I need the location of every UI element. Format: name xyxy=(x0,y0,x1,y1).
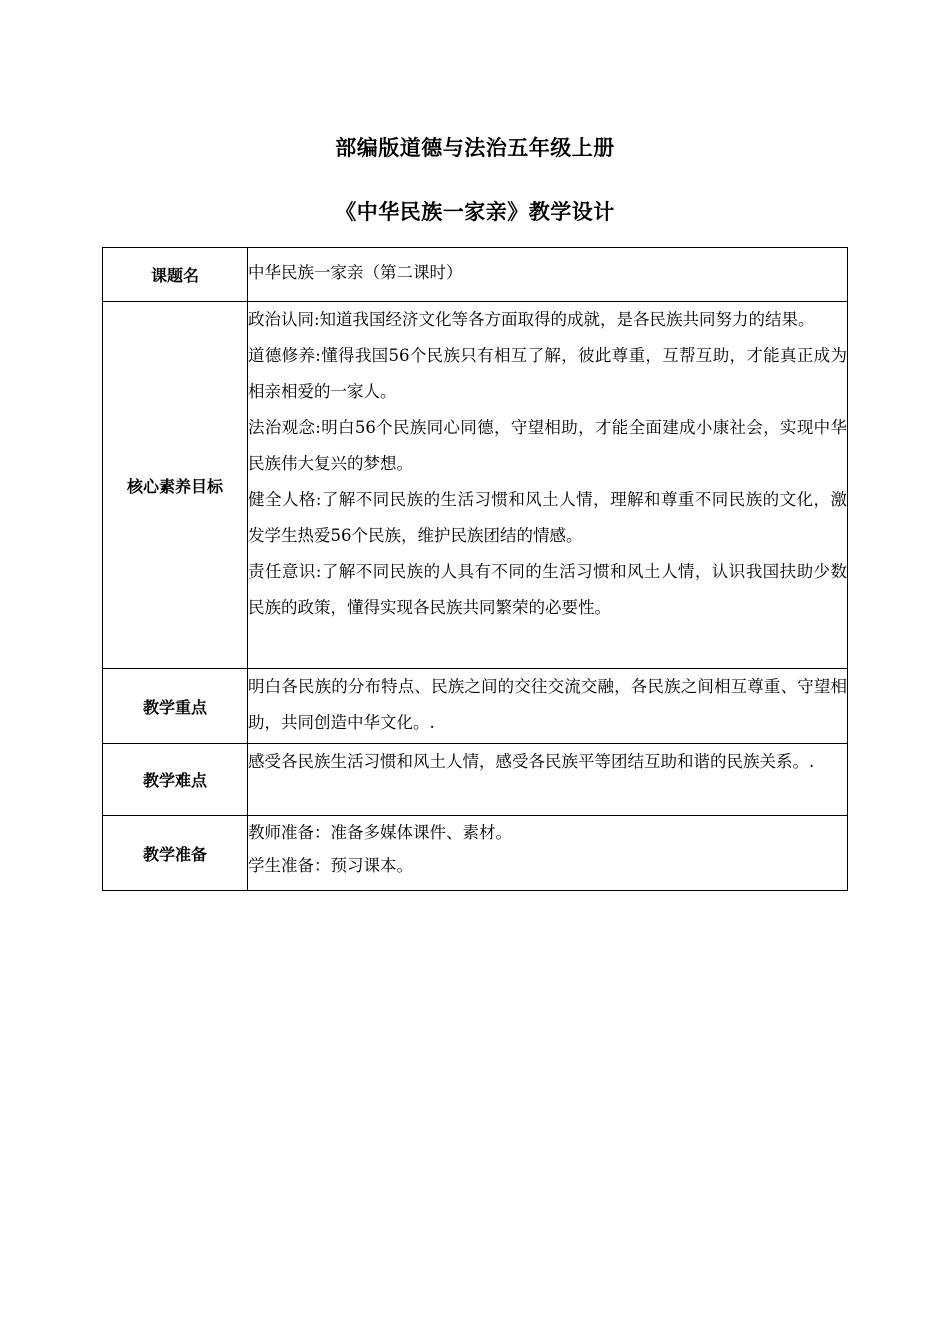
goal-item-responsibility: 责任意识:了解不同民族的人具有不同的生活习惯和风土人情，认识我国扶助少数民族的政策，懂得实现各民族共同繁荣的必要性。 xyxy=(248,562,847,617)
document-title: 部编版道德与法治五年级上册 xyxy=(335,136,615,160)
goal-item-moral: 道德修养:懂得我国56个民族只有相互了解，彼此尊重，互帮互助，才能真正成为相亲相爱的一家人。 xyxy=(248,346,847,401)
lesson-plan-table xyxy=(102,247,848,891)
preparation-content xyxy=(248,816,848,891)
difficulties-label: 教学难点 xyxy=(103,744,248,816)
table-row-goals xyxy=(103,302,848,669)
table-row-topic xyxy=(103,248,848,302)
goal-item-personality: 健全人格:了解不同民族的生活习惯和风土人情，理解和尊重不同民族的文化，激发学生热爱56个民族，维护民族团结的情感。 xyxy=(248,490,847,545)
table-row-difficulties xyxy=(103,744,848,816)
key-points-value: 明白各民族的分布特点、民族之间的交往交流交融，各民族之间相互尊重、守望相助，共同创造中华文化。. xyxy=(248,669,848,744)
preparation-item-teacher: 教师准备：准备多媒体课件、素材。 xyxy=(248,823,512,842)
goals-content xyxy=(248,302,848,669)
difficulties-value: 感受各民族生活习惯和风土人情，感受各民族平等团结互助和谐的民族关系。. xyxy=(248,744,848,816)
topic-label: 课题名 xyxy=(103,248,248,302)
document-subtitle: 《中华民族一家亲》教学设计 xyxy=(335,200,615,224)
preparation-item-student: 学生准备：预习课本。 xyxy=(248,856,413,875)
table-row-key-points xyxy=(103,669,848,744)
table-row-preparation xyxy=(103,816,848,891)
preparation-label: 教学准备 xyxy=(103,816,248,891)
goal-item-political: 政治认同:知道我国经济文化等各方面取得的成就，是各民族共同努力的结果。 xyxy=(248,310,815,329)
goals-label: 核心素养目标 xyxy=(103,302,248,669)
goal-item-law: 法治观念:明白56个民族同心同德，守望相助，才能全面建成小康社会，实现中华民族伟大复兴的梦想。 xyxy=(248,418,847,473)
topic-value: 中华民族一家亲（第二课时） xyxy=(248,248,848,302)
key-points-label: 教学重点 xyxy=(103,669,248,744)
